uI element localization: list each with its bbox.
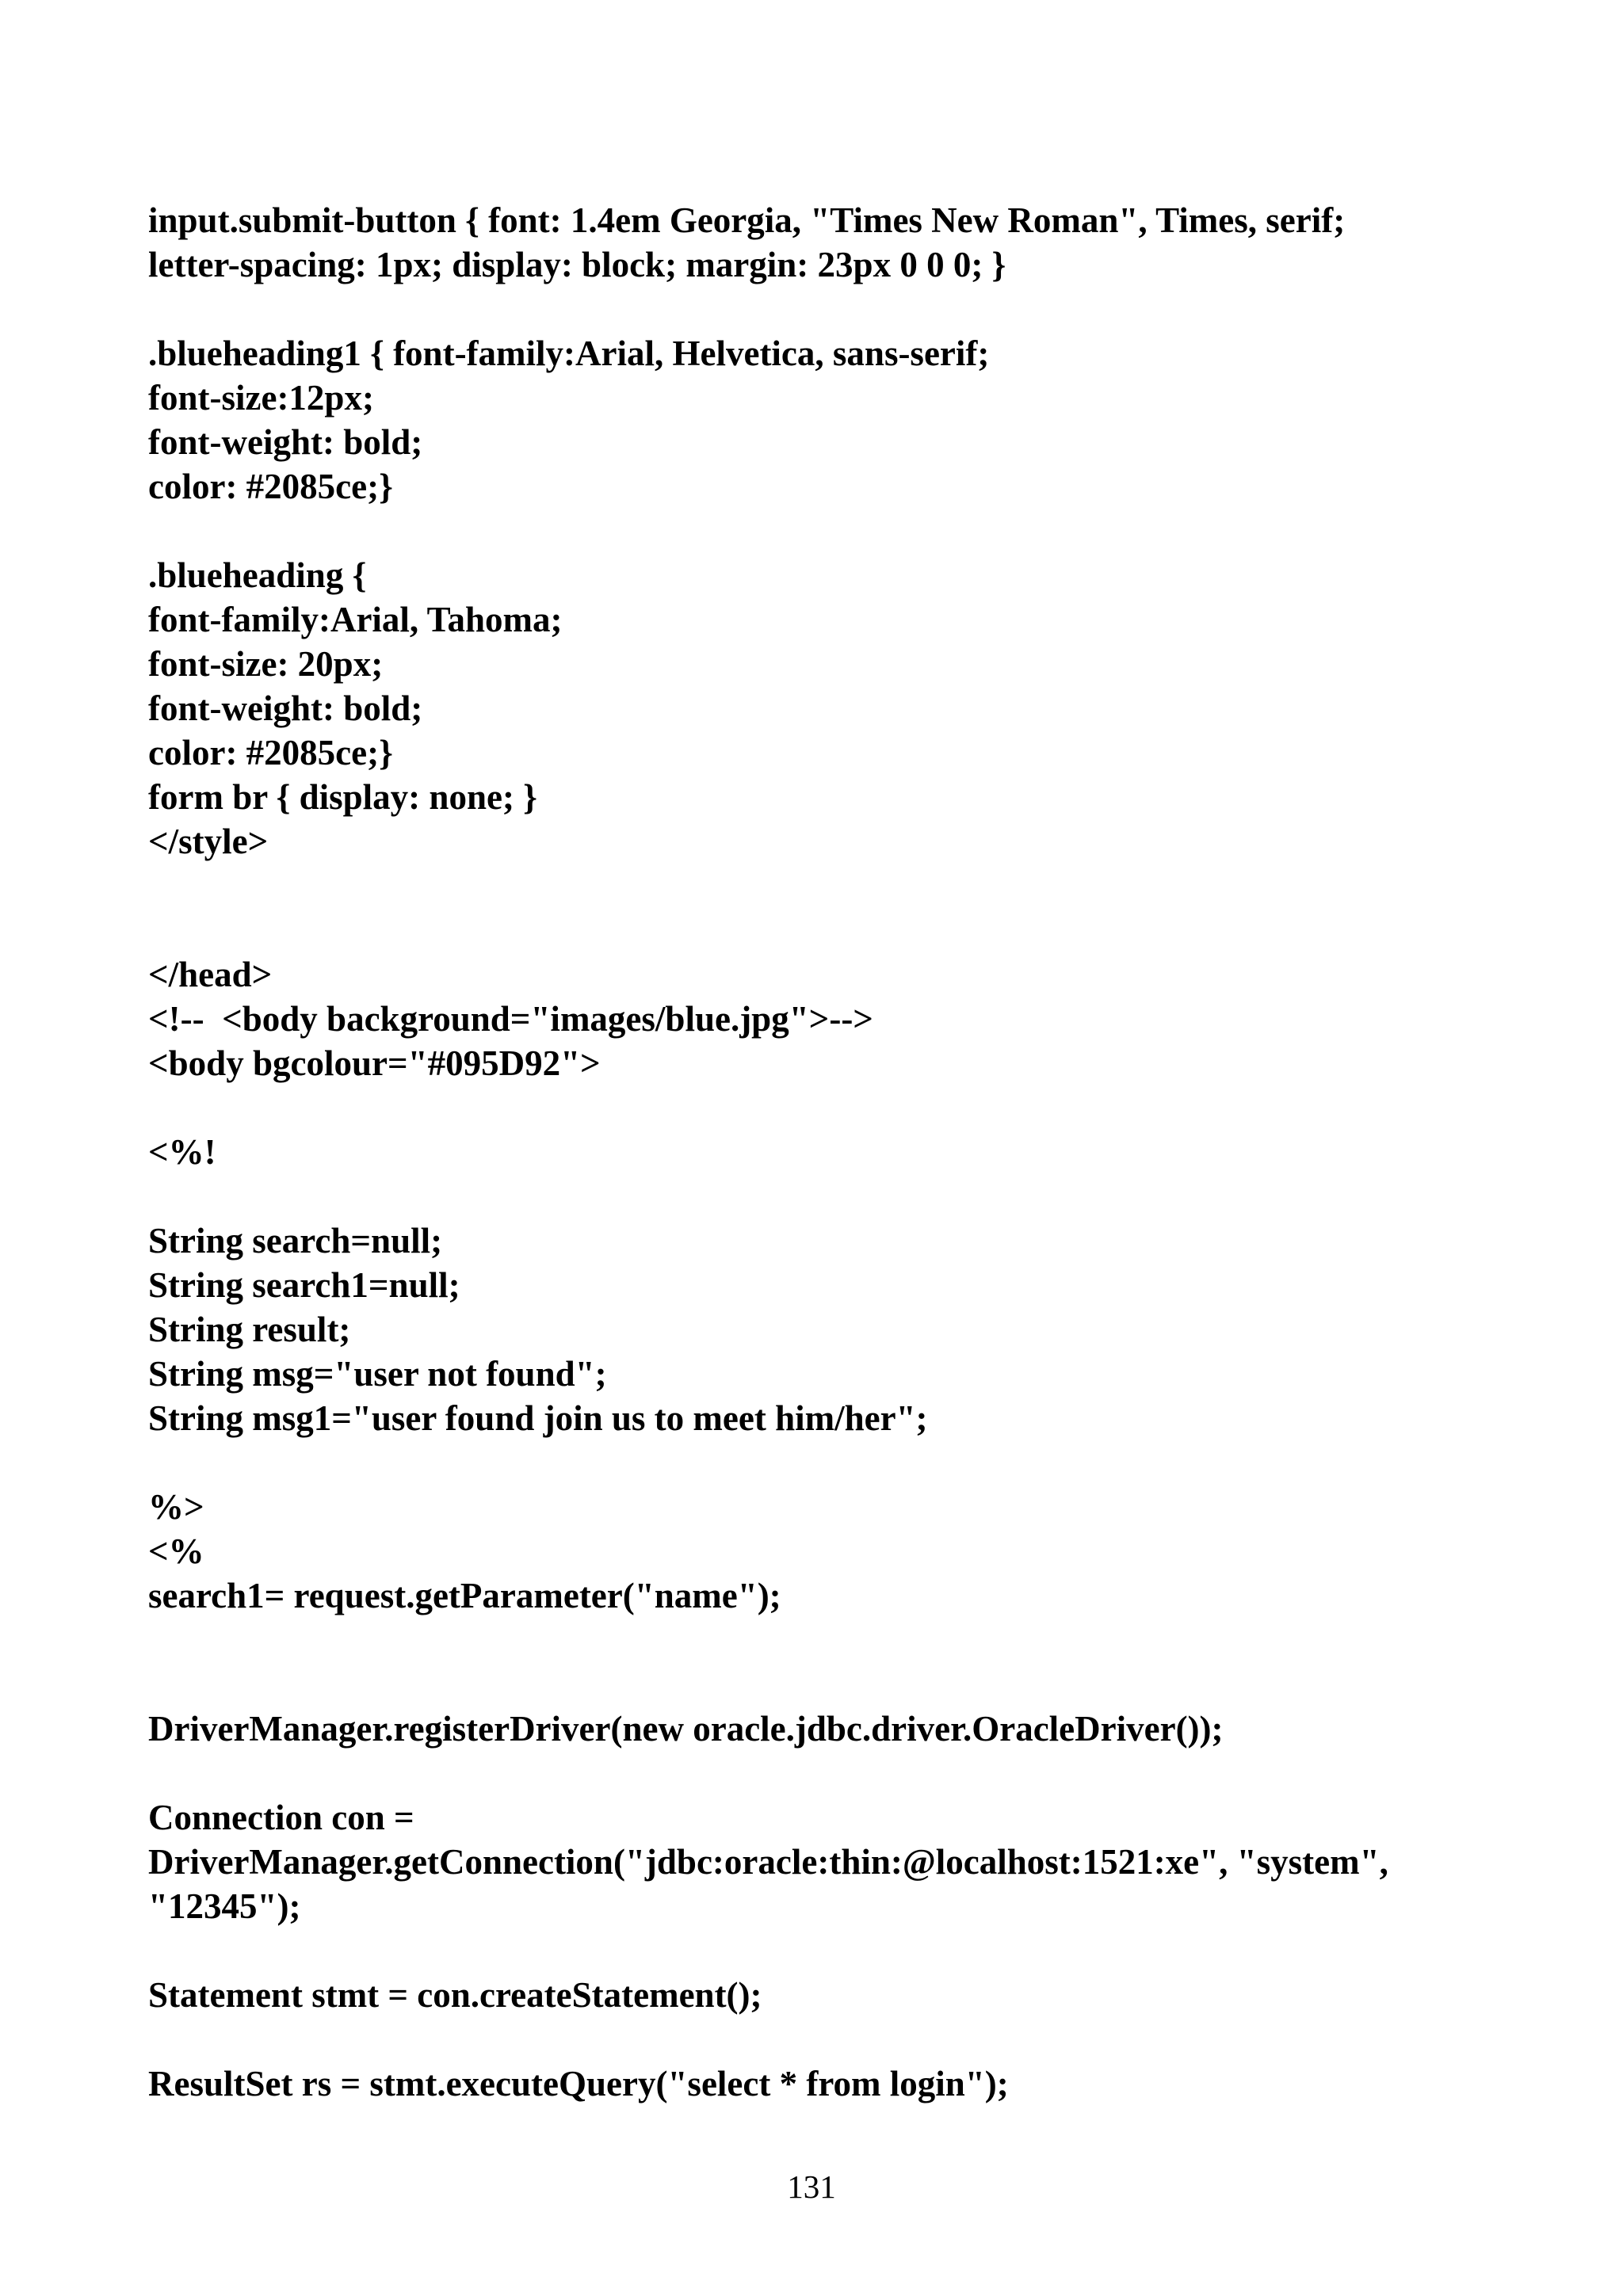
page-number: 131 bbox=[787, 2168, 836, 2205]
code-line: DriverManager.registerDriver(new oracle.jdbc.driver.OracleDriver()); bbox=[148, 1709, 1224, 1749]
code-line: String msg1="user found join us to meet him/her"; bbox=[148, 1398, 928, 1438]
code-line: .blueheading1 { font-family:Arial, Helvetica, sans-serif; bbox=[148, 334, 990, 373]
code-line: DriverManager.getConnection("jdbc:oracle:thin:@localhost:1521:xe", "system", bbox=[148, 1842, 1388, 1882]
code-line: String search1=null; bbox=[148, 1265, 460, 1305]
code-line: <% bbox=[148, 1531, 204, 1571]
code-line: color: #2085ce;} bbox=[148, 733, 393, 772]
code-line: color: #2085ce;} bbox=[148, 467, 393, 506]
code-line: .blueheading { bbox=[148, 555, 367, 595]
code-line: "12345"); bbox=[148, 1886, 301, 1926]
code-line: </head> bbox=[148, 955, 273, 994]
code-line: form br { display: none; } bbox=[148, 777, 537, 817]
code-line: font-weight: bold; bbox=[148, 422, 423, 462]
code-line: %> bbox=[148, 1487, 204, 1527]
code-line: <body bgcolour="#095D92"> bbox=[148, 1043, 601, 1083]
code-line: ResultSet rs = stmt.executeQuery("select * from login"); bbox=[148, 2064, 1009, 2103]
code-line: String result; bbox=[148, 1310, 351, 1349]
code-line: font-weight: bold; bbox=[148, 688, 423, 728]
code-line: letter-spacing: 1px; display: block; margin: 23px 0 0 0; } bbox=[148, 245, 1006, 284]
code-line: String search=null; bbox=[148, 1221, 443, 1261]
code-line: String msg="user not found"; bbox=[148, 1354, 607, 1394]
code-line: Connection con = bbox=[148, 1798, 414, 1837]
code-line: <%! bbox=[148, 1132, 216, 1172]
code-line: font-family:Arial, Tahoma; bbox=[148, 600, 563, 639]
code-line: search1= request.getParameter("name"); bbox=[148, 1576, 781, 1615]
code-line: font-size: 20px; bbox=[148, 644, 384, 684]
code-line: </style> bbox=[148, 822, 269, 861]
code-line: input.submit-button { font: 1.4em Georgia, "Times New Roman", Times, serif; bbox=[148, 200, 1346, 240]
code-line: font-size:12px; bbox=[148, 378, 374, 418]
code-line: Statement stmt = con.createStatement(); bbox=[148, 1975, 762, 2015]
code-line: <!-- <body background="images/blue.jpg">--> bbox=[148, 999, 873, 1039]
